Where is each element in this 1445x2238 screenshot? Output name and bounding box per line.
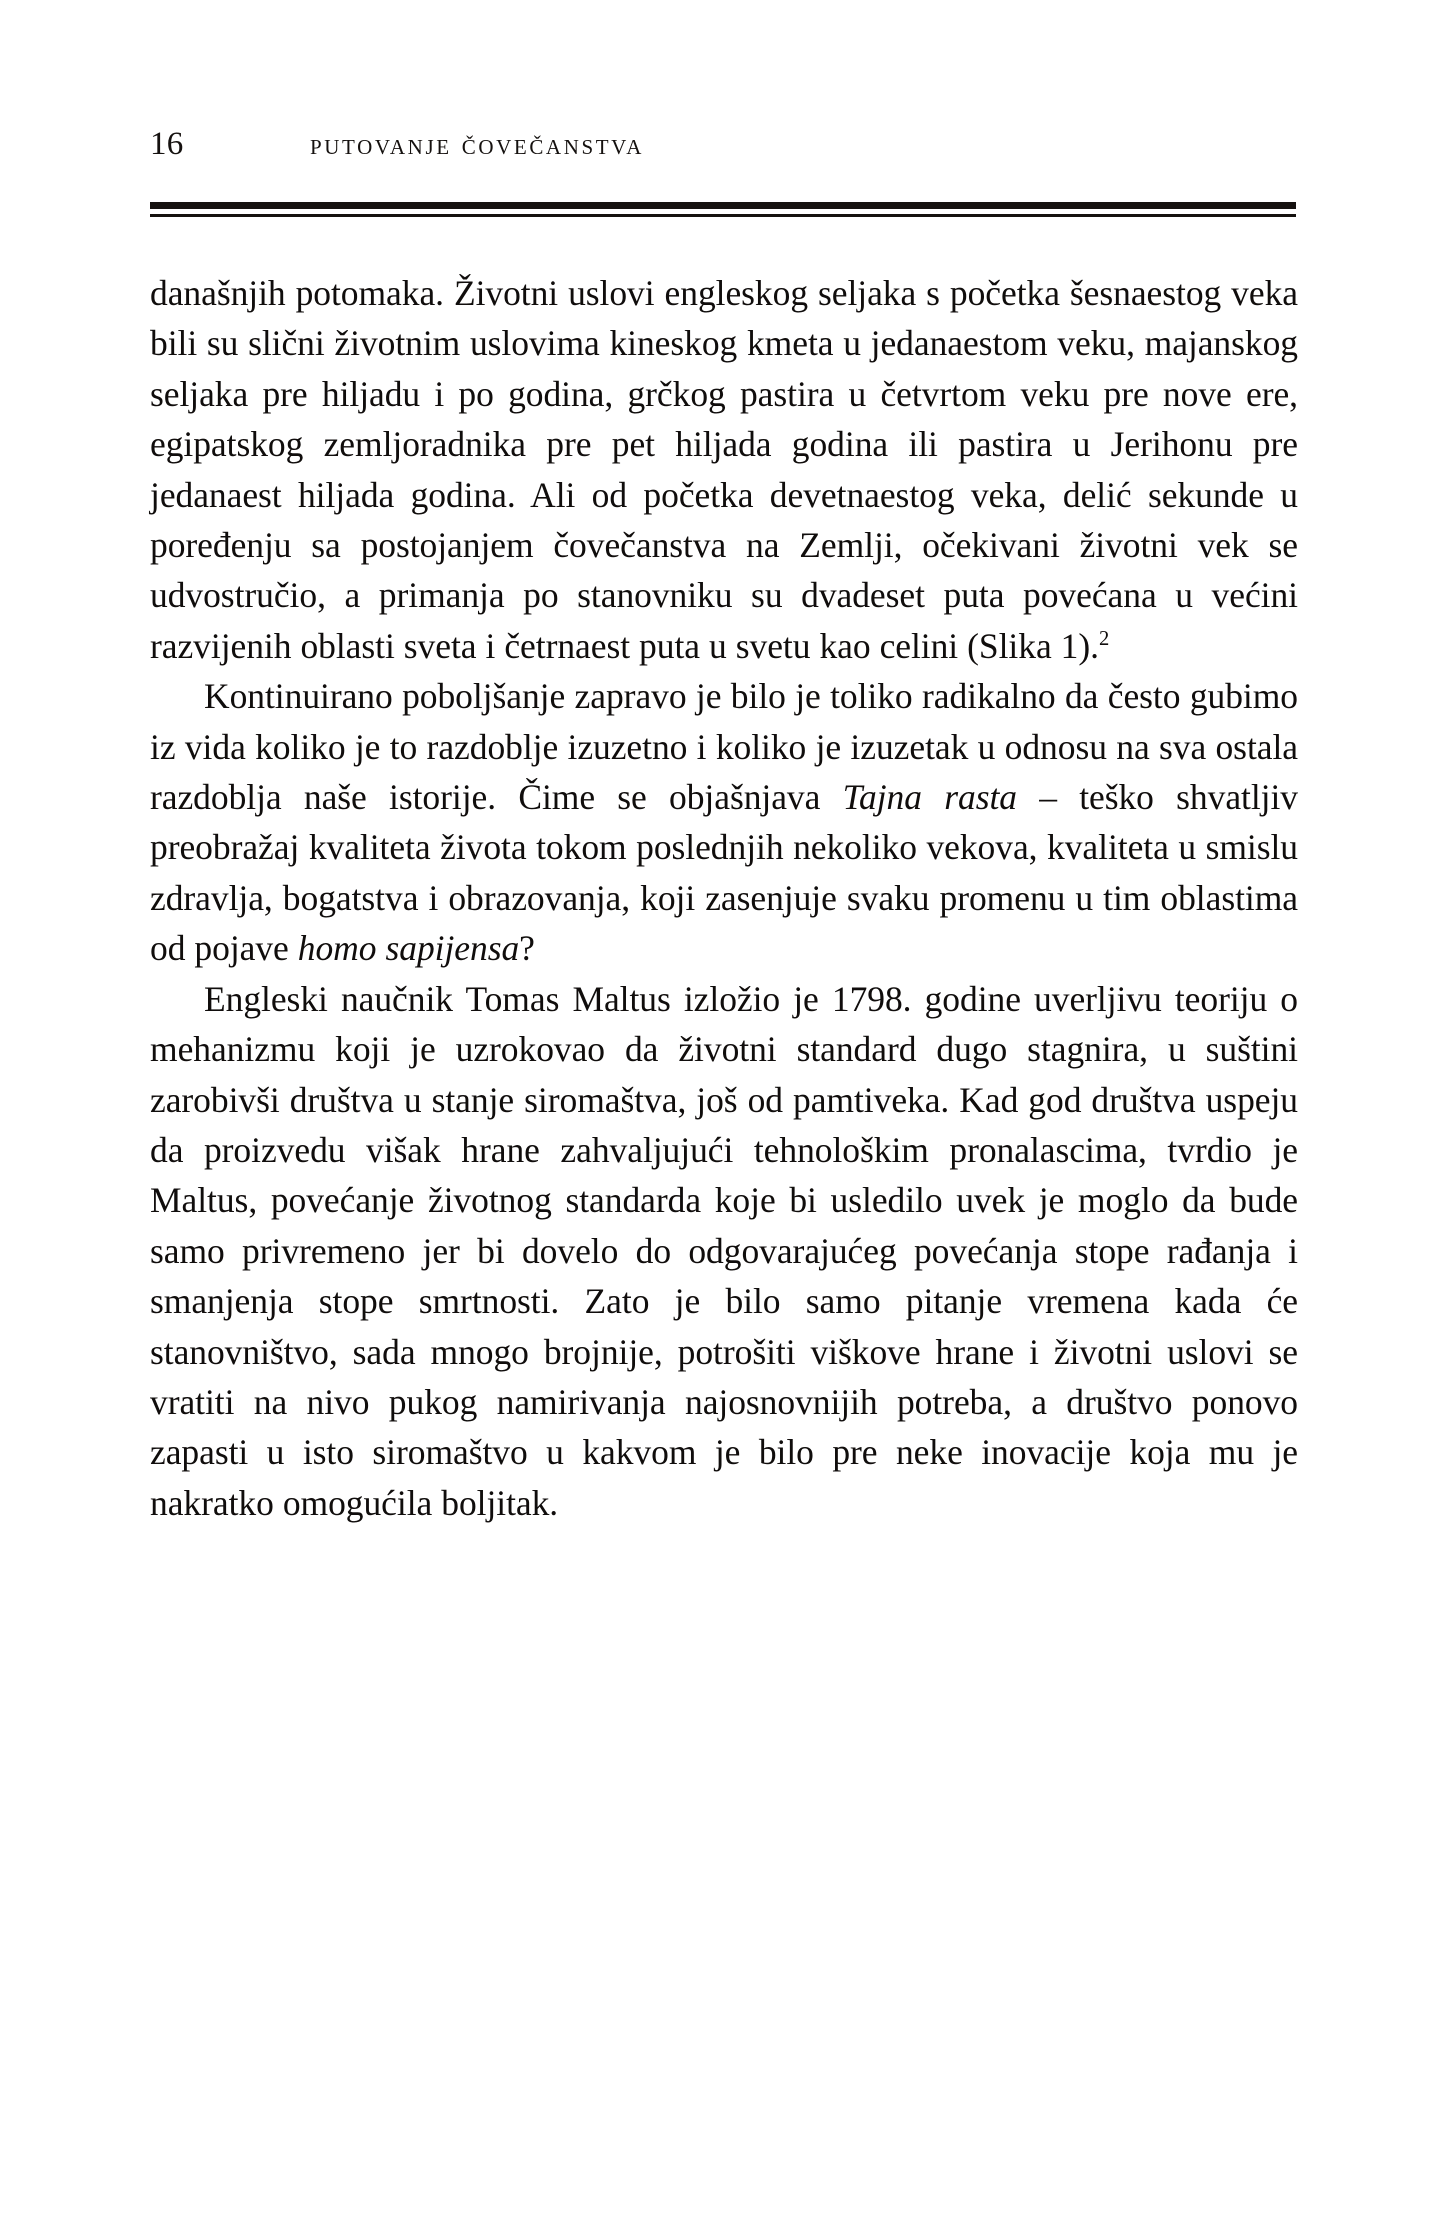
body-paragraph bbox=[150, 268, 1298, 671]
rule-thin bbox=[150, 214, 1296, 217]
italic-phrase: Tajna rasta bbox=[842, 777, 1017, 818]
text-run: Kontinuirano poboljšanje zapravo je bilo je toliko radikalno da često gubimo iz vida koliko je to razdoblje izuzetno i koliko je izuzetak u odnosu na sva ostala razdoblja naše istorije. Čime se objašnjava bbox=[150, 676, 1298, 818]
page-number: 16 bbox=[150, 126, 184, 162]
text-run: današnjih potomaka. Životni uslovi engleskog seljaka s početka šesnaestog veka bili su slični životnim uslovima kineskog kmeta u jedanaestom veku, majanskog seljaka pre hiljadu i po godina, grčkog pastira u četvrtom veku pre nove ere, egipatskog zemljoradnika pre pet hiljada godina ili pastira u Jerihonu pre jedanaest hiljada godina. Ali od početka devetnaestog veka, delić sekunde u poređenju sa postojanjem čovečanstva na Zemlji, očekivani životni vek se udvostručio, a primanja po stanovniku su dvadeset puta povećana u većini razvijenih oblasti sveta i četrnaest puta u svetu kao celini (Slika 1). bbox=[150, 273, 1298, 666]
italic-phrase: homo sapijensa bbox=[297, 928, 520, 969]
text-run: ? bbox=[519, 928, 535, 969]
text-run: – teško shvatljiv preobražaj kvaliteta života tokom poslednjih nekoliko vekova, kvaliteta u smislu zdravlja, bogatstva i obrazovanja, koji zasenjuje svaku promenu u tim oblastima od pojave bbox=[150, 777, 1298, 969]
running-head bbox=[150, 128, 1296, 176]
running-title: putovanje čovečanstva bbox=[310, 128, 644, 161]
text-run: Engleski naučnik Tomas Maltus izložio je 1798. godine uverljivu teoriju o mehanizmu koji je uzrokovao da životni standard dugo stagnira, u suštini zarobivši društva u stanje siromaštva, još od pamtiveka. Kad god društva uspeju da proizvedu višak hrane zahvaljujući tehnološkim pronalascima, tvrdio je Maltus, povećanje životnog standarda koje bi usledilo uvek je moglo da bude samo privremeno jer bi dovelo do odgovarajućeg povećanja stope rađanja i smanjenja stope smrtnosti. Zato je bilo samo pitanje vremena kada će stanovništvo, sada mnogo brojnije, potrošiti viškove hrane i životni uslovi se vratiti na nivo pukog namirivanja najosnovnijih potreba, a društvo ponovo zapasti u isto siromaštvo u kakvom je bilo pre neke inovacije koja mu je nakratko omogućila boljitak. bbox=[150, 978, 1298, 1523]
footnote-marker: 2 bbox=[1098, 628, 1110, 651]
body-paragraph bbox=[150, 671, 1298, 973]
header-double-rule bbox=[150, 202, 1296, 217]
body-text-column bbox=[150, 268, 1298, 1528]
body-paragraph bbox=[150, 974, 1298, 1528]
rule-thick bbox=[150, 202, 1296, 209]
